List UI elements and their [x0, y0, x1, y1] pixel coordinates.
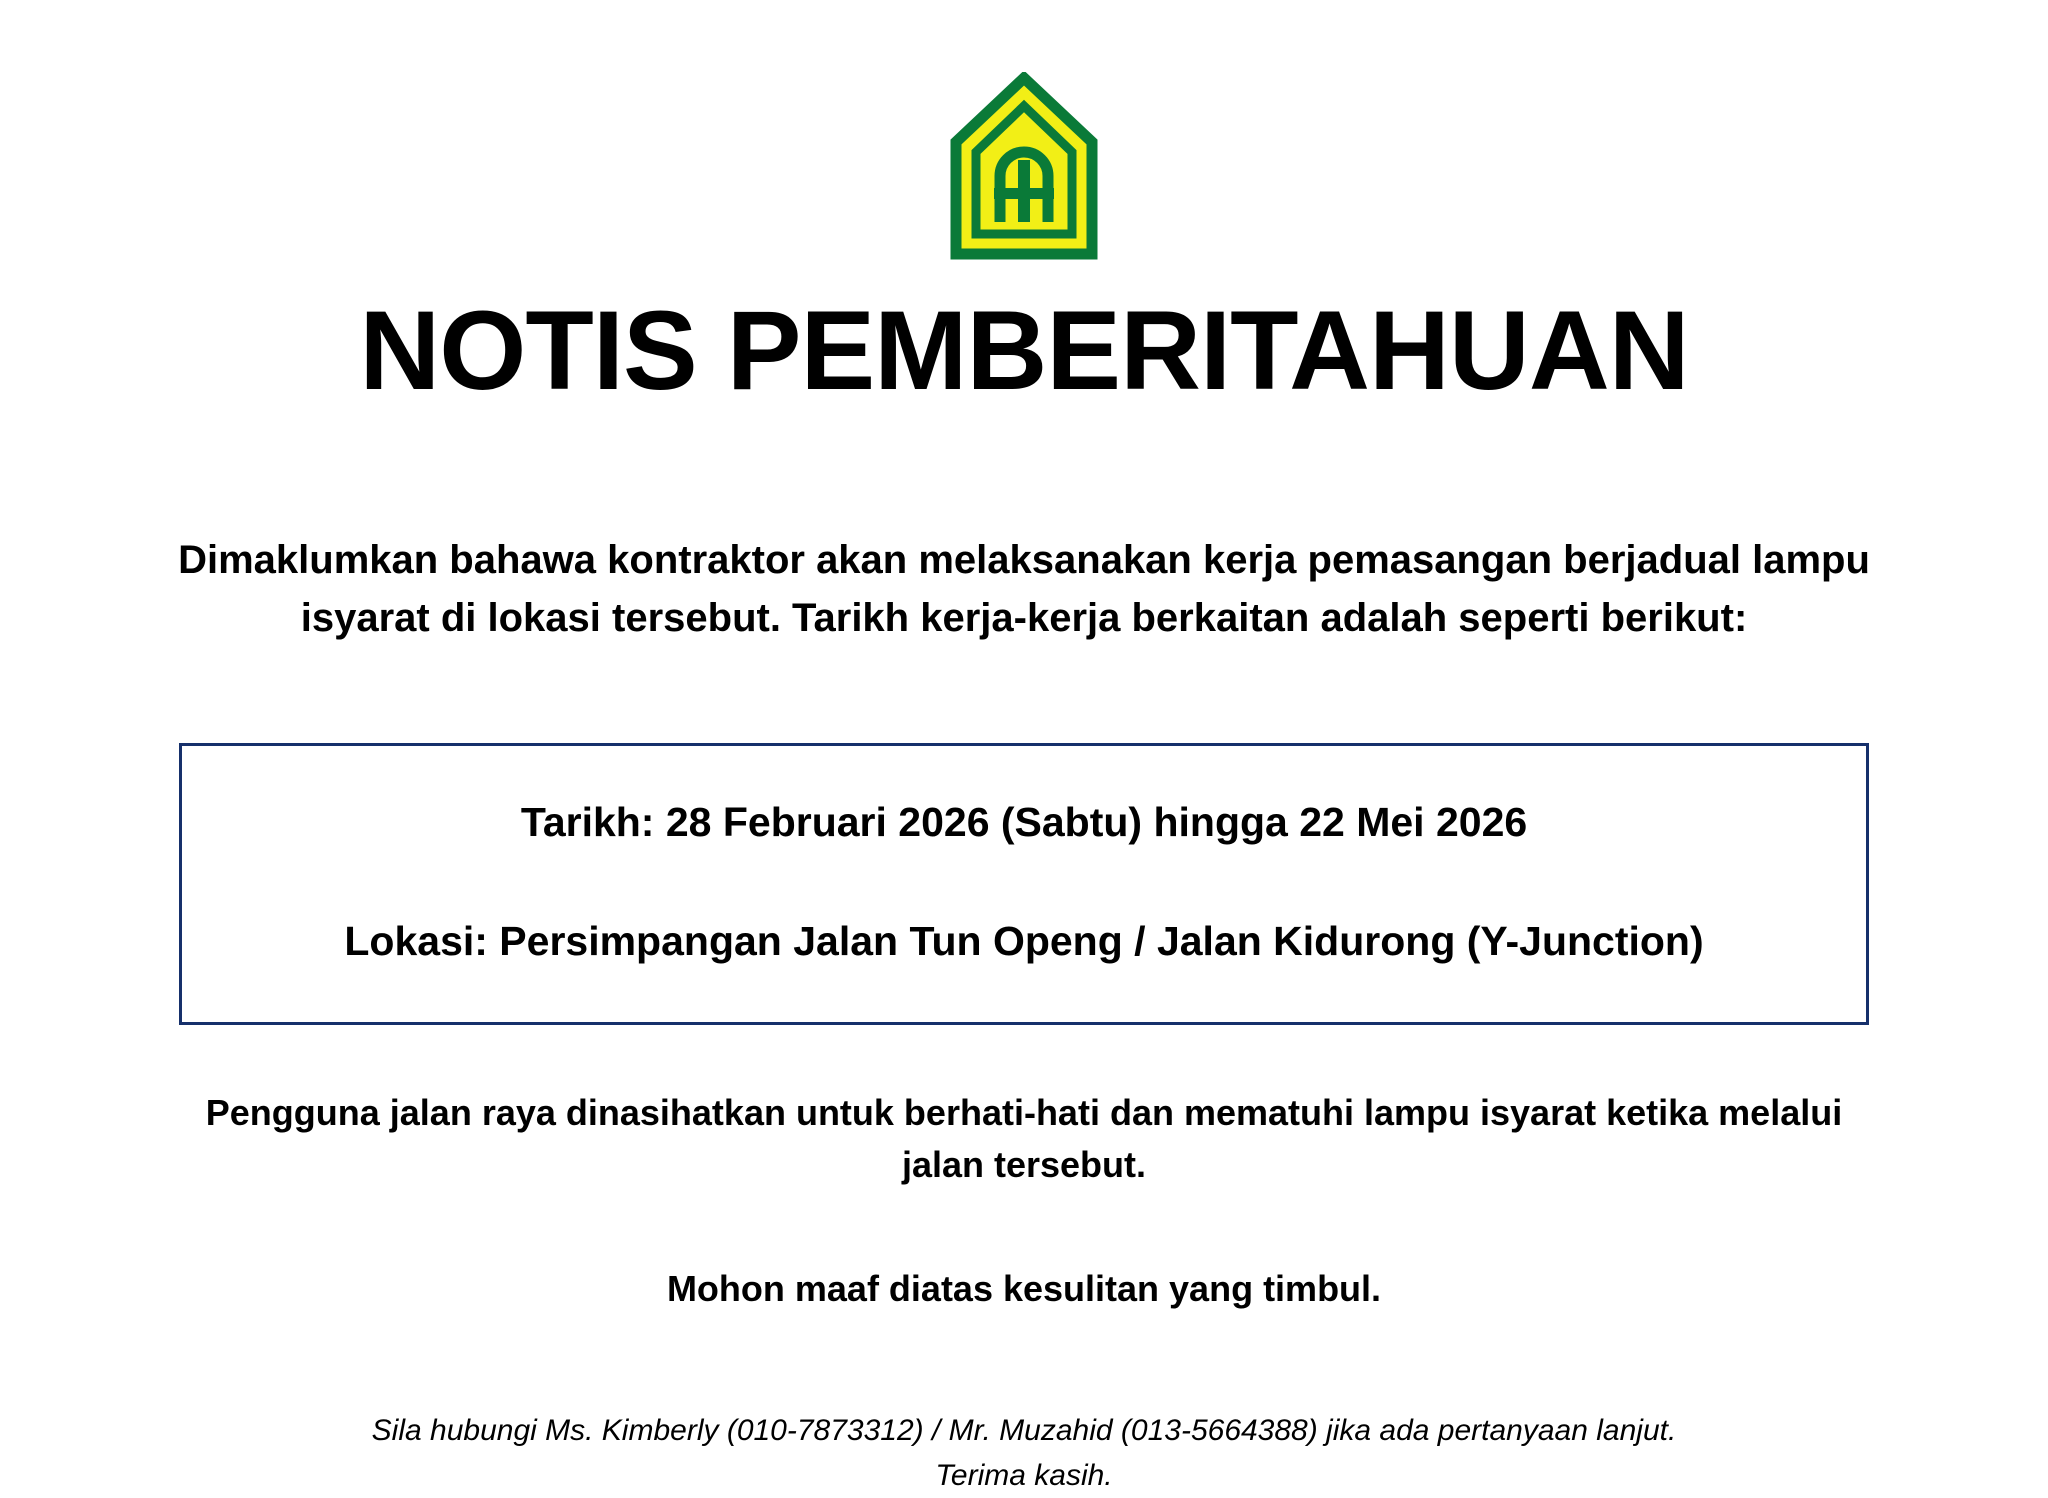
footer-contact-line: Sila hubungi Ms. Kimberly (010-7873312) / Mr. Muzahid (013-5664388) jika ada pertanyaan lanjut.: [371, 1413, 1677, 1447]
page-title: NOTIS PEMBERITAHUAN: [359, 288, 1689, 413]
detail-location: Lokasi: Persimpangan Jalan Tun Openg / Jalan Kidurong (Y-Junction): [344, 917, 1704, 964]
footer-contact: [174, 1408, 1874, 1498]
footer-thanks-line: Terima kasih.: [935, 1458, 1113, 1492]
details-box: [179, 743, 1869, 1026]
sarawak-council-crest-icon: [944, 72, 1104, 262]
intro-paragraph: Dimaklumkan bahawa kontraktor akan melaksanakan kerja pemasangan berjadual lampu isyarat di lokasi tersebut. Tarikh kerja-kerja berkaitan adalah seperti berikut:: [178, 537, 1870, 640]
advisory-text: Pengguna jalan raya dinasihatkan untuk berhati-hati dan mematuhi lampu isyarat ketika melalui jalan tersebut.: [205, 1092, 1843, 1186]
apology-text: Mohon maaf diatas kesulitan yang timbul.: [666, 1267, 1382, 1309]
logo-container: [944, 72, 1104, 262]
detail-date: Tarikh: 28 Februari 2026 (Sabtu) hingga 22 Mei 2026: [520, 798, 1528, 845]
